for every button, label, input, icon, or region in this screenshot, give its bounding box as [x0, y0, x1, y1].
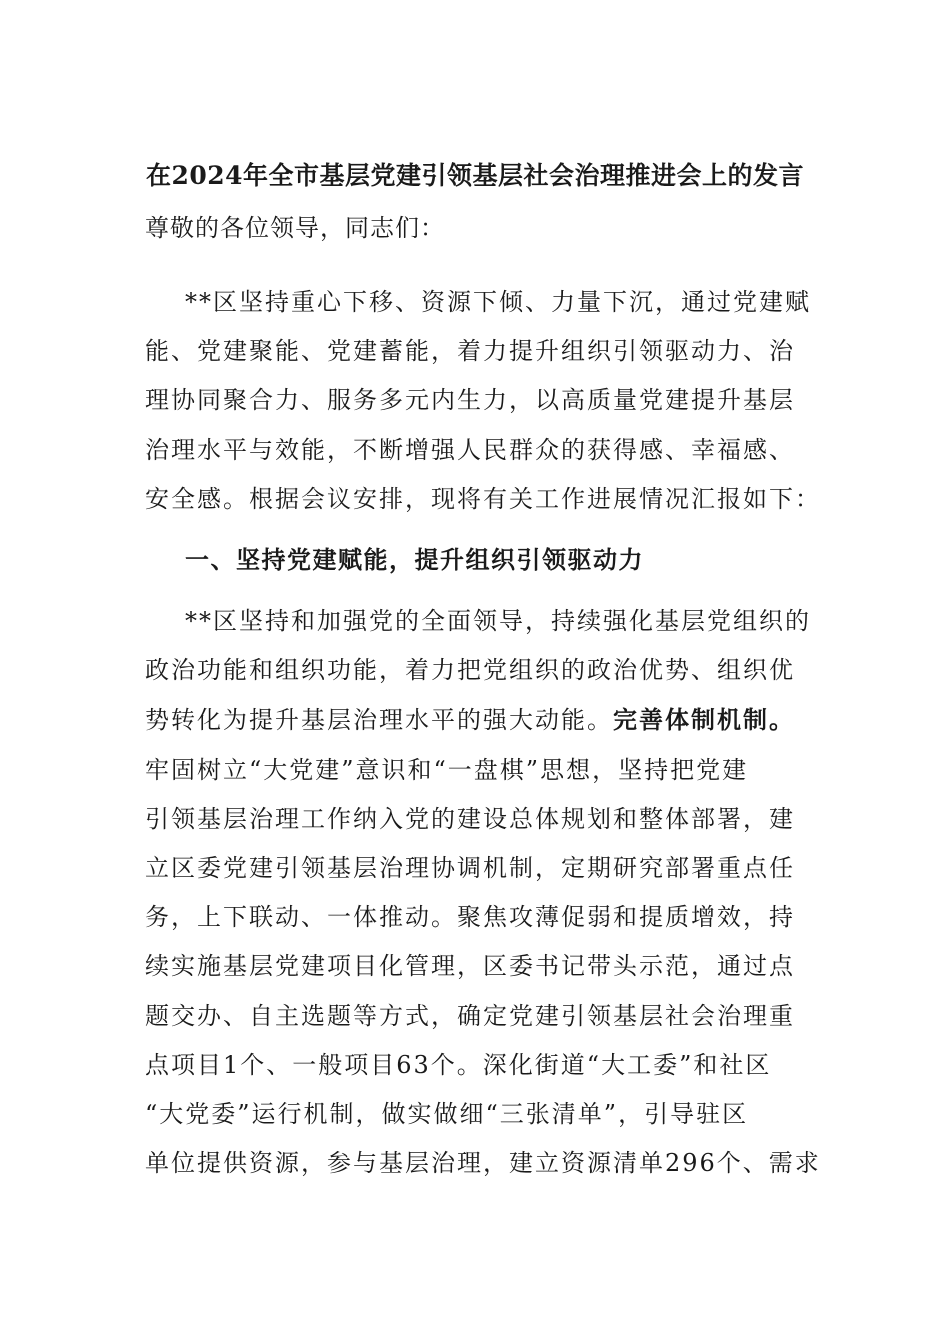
paragraph-line: 牢固树立“大党建”意识和“一盘棋”思想，坚持把党建 [145, 755, 749, 784]
paragraph-line: 治理水平与效能，不断增强人民群众的获得感、幸福感、 [145, 435, 795, 464]
paragraph-line: 题交办、自主选题等方式，确定党建引领基层社会治理重 [145, 1001, 795, 1030]
paragraph-line: 能、党建聚能、党建蓄能，着力提升组织引领驱动力、治 [145, 337, 795, 366]
salutation: 尊敬的各位领导，同志们： [145, 214, 445, 242]
paragraph-line: **区坚持和加强党的全面领导，持续强化基层党组织的 [185, 607, 811, 635]
bold-subheading: 完善体制机制。 [613, 705, 795, 735]
document-title: 在2024年全市基层党建引领基层社会治理推进会上的发言 [145, 161, 805, 190]
paragraph-line: 单位提供资源，参与基层治理，建立资源清单296个、需求 [145, 1149, 821, 1178]
paragraph-line: 安全感。根据会议安排，现将有关工作进展情况汇报如下： [145, 484, 821, 513]
paragraph-line: 务，上下联动、一体推动。聚焦攻薄促弱和提质增效，持 [145, 903, 795, 932]
paragraph-line [145, 695, 805, 745]
paragraph-intro [145, 278, 821, 524]
paragraph-line: “大党委”运行机制，做实做细“三张清单”，引导驻区 [145, 1100, 749, 1129]
paragraph-line: **区坚持重心下移、资源下倾、力量下沉，通过党建赋 [185, 288, 811, 316]
paragraph-line: 点项目1个、一般项目63个。深化街道“大工委”和社区 [145, 1050, 772, 1079]
paragraph-line: 立区委党建引领基层治理协调机制，定期研究部署重点任 [145, 854, 795, 883]
paragraph-text: 势转化为提升基层治理水平的强大动能。 [145, 706, 613, 735]
section-heading: 一、坚持党建赋能，提升组织引领驱动力 [185, 545, 644, 574]
paragraph-line: 引领基层治理工作纳入党的建设总体规划和整体部署，建 [145, 804, 795, 833]
paragraph-line: 理协同聚合力、服务多元内生力，以高质量党建提升基层 [145, 386, 795, 415]
paragraph-section1 [145, 597, 821, 1188]
paragraph-line: 续实施基层党建项目化管理，区委书记带头示范，通过点 [145, 952, 795, 981]
paragraph-line: 政治功能和组织功能，着力把党组织的政治优势、组织优 [145, 656, 795, 685]
